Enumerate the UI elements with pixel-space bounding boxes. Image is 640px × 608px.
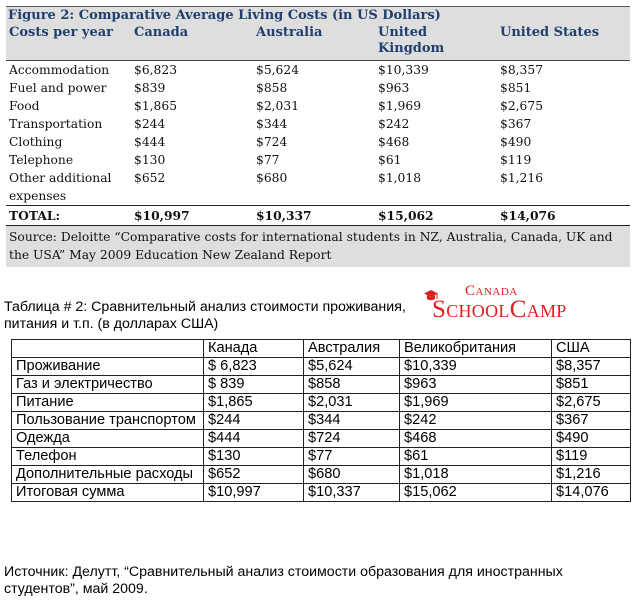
table-row [6, 97, 630, 115]
cell-value: $242 [400, 412, 552, 430]
cell-value: $858 [304, 376, 400, 394]
cell-value: $652 [134, 171, 166, 185]
cell-value: $963 [378, 81, 410, 95]
cell-value: $8,357 [552, 358, 631, 376]
cell-value: $367 [552, 412, 631, 430]
cell-value: $344 [256, 117, 288, 131]
cell-value: $652 [204, 466, 304, 484]
cell-value: $468 [378, 135, 410, 149]
cell-value: $851 [552, 376, 631, 394]
cell-value: $858 [256, 81, 288, 95]
table-row [6, 169, 630, 206]
cell-value: $5,624 [304, 358, 400, 376]
total-value: $14,076 [497, 206, 630, 226]
table-row [12, 448, 631, 466]
cell-value: $851 [500, 81, 532, 95]
cell-value: $77 [304, 448, 400, 466]
cell-value: $77 [256, 153, 280, 167]
row-label: Газ и электричество [12, 376, 204, 394]
cell-value: $680 [304, 466, 400, 484]
cell-value: $119 [552, 448, 631, 466]
row-label: Проживание [12, 358, 204, 376]
cell-value: $1,018 [378, 171, 422, 185]
table-row [12, 358, 631, 376]
logo-top-text: Canada [465, 283, 518, 299]
row-label: Other additional expenses [9, 171, 112, 203]
russian-source: Источник: Делутт, “Сравнительный анализ стоимости образования для иностранных студентов”, май 2009. [4, 564, 563, 597]
cell-value: $242 [378, 117, 410, 131]
cell-value: $490 [552, 430, 631, 448]
row-label: Telephone [9, 153, 74, 167]
cell-value: $244 [134, 117, 166, 131]
row-label: Пользование транспортом [12, 412, 204, 430]
cell-value: $1,865 [134, 99, 178, 113]
cell-value: $10,339 [378, 63, 429, 77]
row-label: Clothing [9, 135, 63, 149]
cell-value: $5,624 [256, 63, 300, 77]
table-row [12, 430, 631, 448]
table-row [12, 466, 631, 484]
cell-value: $2,031 [256, 99, 300, 113]
header-canada: Канада [204, 340, 304, 358]
cell-value: $344 [304, 412, 400, 430]
header-canada: Canada [131, 24, 253, 61]
cell-value: $10,339 [400, 358, 552, 376]
cell-value: $61 [378, 153, 402, 167]
cell-value: $2,675 [500, 99, 544, 113]
header-costs: Costs per year [6, 24, 131, 61]
russian-caption: Таблица # 2: Сравнительный анализ стоимости проживания, питания и т.п. (в долларах США) [4, 299, 406, 332]
total-label: TOTAL: [6, 206, 131, 226]
figure-source: Source: Deloitte “Comparative costs for international students in NZ, Australia, Canada, UK and the USA” May 2009 Education New Zealand Report [6, 226, 630, 267]
cell-value: $2,031 [304, 394, 400, 412]
total-value: $10,997 [204, 484, 304, 502]
logo-main-text: SchoolCamp [432, 296, 567, 323]
row-label: Accommodation [9, 63, 110, 77]
table-row [6, 61, 630, 80]
total-value: $10,337 [304, 484, 400, 502]
row-label: Дополнительные расходы [12, 466, 204, 484]
table-row [12, 412, 631, 430]
header-us: США [552, 340, 631, 358]
cell-value: $367 [500, 117, 532, 131]
header-us: United States [497, 24, 630, 61]
cell-value: $ 6,823 [204, 358, 304, 376]
cell-value: $6,823 [134, 63, 178, 77]
total-value: $14,076 [552, 484, 631, 502]
row-label: Итоговая сумма [12, 484, 204, 502]
cell-value: $8,357 [500, 63, 544, 77]
cell-value: $1,865 [204, 394, 304, 412]
table-row [12, 394, 631, 412]
cell-value: $1,216 [500, 171, 544, 185]
cell-value: $1,018 [400, 466, 552, 484]
table-row [6, 115, 630, 133]
total-row [12, 484, 631, 502]
living-costs-table [6, 24, 630, 226]
cell-value: $61 [400, 448, 552, 466]
figure-title: Figure 2: Comparative Average Living Costs (in US Dollars) [6, 6, 630, 24]
canada-schoolcamp-logo [420, 283, 630, 325]
table-row [12, 376, 631, 394]
header-empty [12, 340, 204, 358]
cell-value: $839 [134, 81, 166, 95]
header-uk: Великобритания [400, 340, 552, 358]
cell-value: $1,969 [378, 99, 422, 113]
russian-costs-table [11, 339, 631, 502]
cell-value: $680 [256, 171, 288, 185]
cell-value: $130 [204, 448, 304, 466]
cell-value: $ 839 [204, 376, 304, 394]
total-value: $10,337 [253, 206, 375, 226]
cell-value: $1,216 [552, 466, 631, 484]
row-label: Fuel and power [9, 81, 107, 95]
row-label: Одежда [12, 430, 204, 448]
total-value: $10,997 [131, 206, 253, 226]
table-row [6, 151, 630, 169]
cell-value: $1,969 [400, 394, 552, 412]
cell-value: $724 [256, 135, 288, 149]
cell-value: $468 [400, 430, 552, 448]
cell-value: $2,675 [552, 394, 631, 412]
cell-value: $490 [500, 135, 532, 149]
table-row [6, 79, 630, 97]
cell-value: $444 [204, 430, 304, 448]
figure-2 [6, 6, 630, 267]
total-row [6, 206, 630, 226]
cell-value: $724 [304, 430, 400, 448]
table-header-row [6, 24, 630, 61]
cell-value: $244 [204, 412, 304, 430]
total-value: $15,062 [375, 206, 497, 226]
total-value: $15,062 [400, 484, 552, 502]
row-label: Transportation [9, 117, 103, 131]
row-label: Телефон [12, 448, 204, 466]
header-australia: Australia [253, 24, 375, 61]
header-australia: Австралия [304, 340, 400, 358]
cell-value: $130 [134, 153, 166, 167]
row-label: Питание [12, 394, 204, 412]
header-uk: United Kingdom [375, 24, 497, 61]
cell-value: $444 [134, 135, 166, 149]
cell-value: $963 [400, 376, 552, 394]
table-header-row [12, 340, 631, 358]
row-label: Food [9, 99, 40, 113]
table-row [6, 133, 630, 151]
cell-value: $119 [500, 153, 532, 167]
